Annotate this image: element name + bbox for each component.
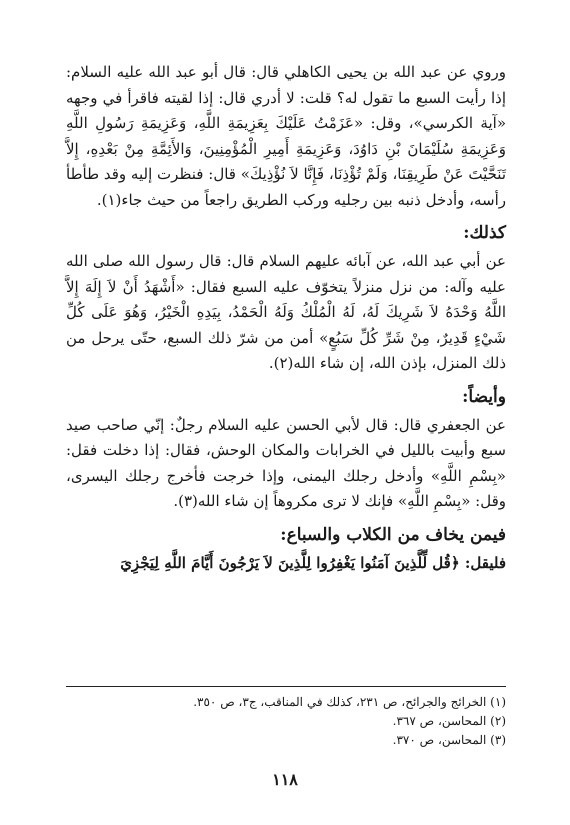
section-heading: وأيضاً: [462, 386, 506, 407]
page-number: ١١٨ [272, 770, 298, 789]
footnotes [66, 686, 506, 750]
main-text [66, 60, 506, 576]
paragraph: عن أبي عبد الله، عن آبائه عليهم السلام قال: قال رسول الله صلى الله عليه وآله: من نزل منزلاً يتخوّف عليه السبع فقال: «أَشْهَدُ أَنْ لاَ إِلَهَ إِلاَّ اللَّهُ وَحْدَهُ لاَ شَرِيكَ لَهُ، لَهُ الْمُلْكُ وَلَهُ الْحَمْدُ، بِيَدِهِ الْخَيْرُ، وَهُوَ عَلَى كُلِّ شَيْءٍ قَدِيرٌ، مِنْ شَرِّ كُلِّ سَبُعٍ» أمن من شرّ ذلك السبع، حتّى يرحل من ذلك المنزل، بإذن الله، إن شاء الله(٢). [66, 252, 506, 372]
footnote: (٣) المحاسن، ص ٣٧٠. [392, 733, 506, 747]
paragraph: وروي عن عبد الله بن يحيى الكاهلي قال: قال أبو عبد الله عليه السلام: إذا رأيت السبع ما تقول له؟ قلت: لا أدري قال: إذا لقيته فاقرأ في وجهه «آية الكرسي»، وقل: «عَزَمْتُ عَلَيْكَ بِعَزِيمَةِ اللَّهِ، وَعَزِيمَةِ رَسُولِ اللَّهِ وَعَزِيمَةِ سُلَيْمَانَ بْنِ دَاوُدَ، وَعَزِيمَةِ أَمِيرِ الْمُؤْمِنِينَ، وَالأَئِمَّةِ مِنْ بَعْدِهِ، إِلاَّ تَنَحَّيْتَ عَنْ طَرِيقِنَا، وَلَمْ تُؤْذِنَا، فَإِنَّا لاَ نُؤْذِيكَ» قال: فنظرت إليه وقد طأطأ رأسه، وأدخل ذنبه بين رجليه وركب الطريق راجعاً من حيث جاء(١). [66, 63, 506, 209]
footnote: (١) الخرائج والجرائح، ص ٢٣١، كذلك في المناقب، ج٣، ص ٣٥٠. [193, 695, 506, 709]
footnote: (٢) المحاسن، ص ٣٦٧. [392, 714, 506, 728]
section-heading: فيمن يخاف من الكلاب والسباع: [280, 524, 506, 545]
paragraph: عن الجعفري قال: قال لأبي الحسن عليه السلام رجلٌ: إنّي صاحب صيد سبع وأبيت بالليل في الخرابات والمكان الوحش، فقال: إذا دخلت فقل: «بِسْمِ اللَّهِ» وأدخل رجلك اليمنى، وإذا خرجت فأخرج رجلك اليسرى، وقل: «بِسْمِ اللَّهِ» فإنك لا ترى مكروهاً إن شاء الله(٣). [66, 415, 506, 510]
section-heading: كذلك: [463, 223, 506, 243]
paragraph: فليقل: ﴿قُل لِّلَّذِينَ آمَنُوا يَغْفِرُوا لِلَّذِينَ لاَ يَرْجُونَ أَيَّامَ اللَّهِ لِيَجْزِيَ [120, 553, 506, 572]
